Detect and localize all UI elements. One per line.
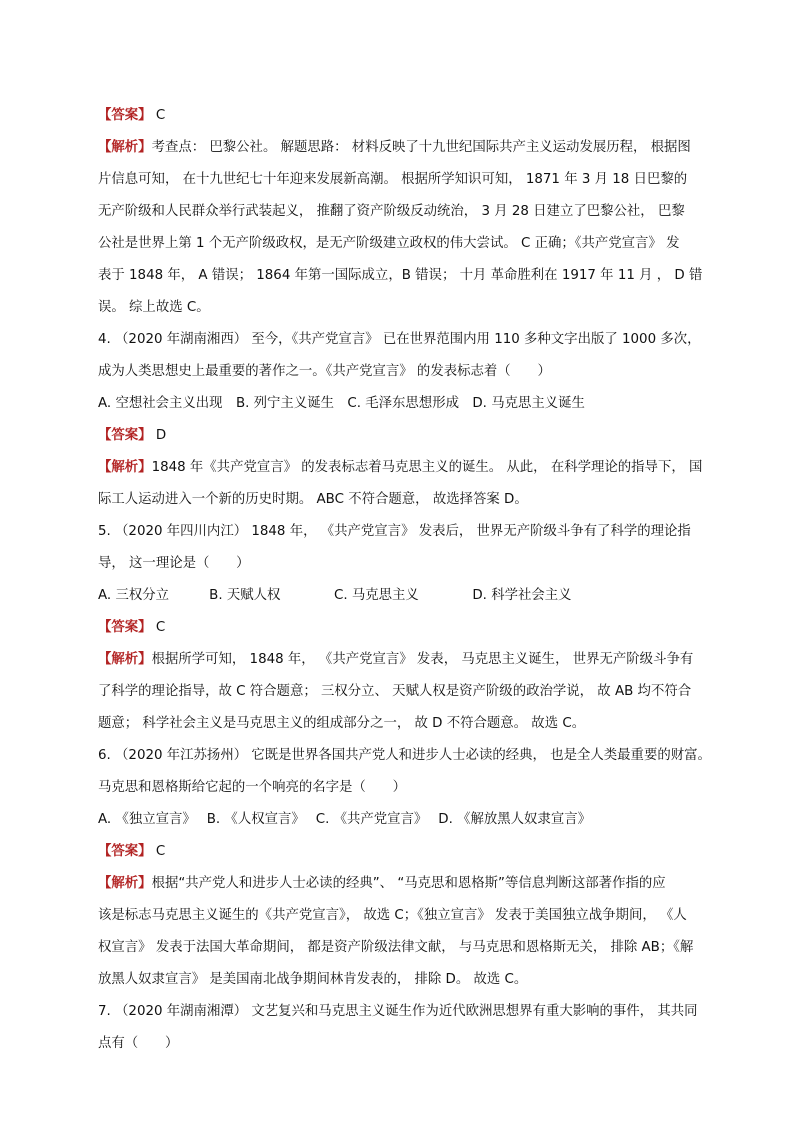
answer-label: 【答案】 <box>98 620 152 635</box>
text-line <box>98 580 723 612</box>
line-text: 权宣言》 发表于法国大革命期间， 都是资产阶级法律文献， 与马克思和恩格斯无关， 排除 AB；《解 <box>98 940 694 955</box>
text-line <box>98 196 723 228</box>
document-body <box>98 100 723 1060</box>
analysis-label: 【解析】 <box>98 140 152 155</box>
text-line <box>98 292 723 324</box>
line-text: 了科学的理论指导，故 C 符合题意； 三权分立、 天赋人权是资产阶级的政治学说， 故 AB 均不符合 <box>98 684 692 699</box>
text-line <box>98 1028 723 1060</box>
text-line <box>98 996 723 1028</box>
text-line <box>98 612 723 644</box>
text-line <box>98 324 723 356</box>
line-text: 无产阶级和人民群众举行武装起义， 推翻了资产阶级反动统治， 3 月 28 日建立了巴黎公社， 巴黎 <box>98 204 685 219</box>
line-text: 公社是世界上第 1 个无产阶级政权，是无产阶级建立政权的伟大尝试。 C 正确；《共产党宣言》 发 <box>98 236 680 251</box>
line-text: C <box>151 620 166 635</box>
line-text: 7. （2020 年湖南湘潭） 文艺复兴和马克思主义诞生作为近代欧洲思想界有重大影响的事件， 其共同 <box>98 1004 698 1019</box>
line-text: 成为人类思想史上最重要的著作之一。《共产党宣言》 的发表标志着（ ） <box>98 364 551 379</box>
line-text: 片信息可知， 在十九世纪七十年迎来发展新高潮。 根据所学知识可知， 1871 年 3 月 18 日巴黎的 <box>98 172 688 187</box>
text-line <box>98 964 723 996</box>
line-text: 根据所学可知， 1848 年， 《共产党宣言》 发表， 马克思主义诞生， 世界无产阶级斗争有 <box>151 652 694 667</box>
analysis-label: 【解析】 <box>98 652 152 667</box>
line-text: 4. （2020 年湖南湘西） 至今，《共产党宣言》 已在世界范围内用 110 多种文字出版了 1000 多次， <box>98 332 701 347</box>
text-line <box>98 164 723 196</box>
line-text: 马克思和恩格斯给它起的一个响亮的名字是（ ） <box>98 780 406 795</box>
line-text: 际工人运动进入一个新的历史时期。 ABC 不符合题意， 故选择答案 D。 <box>98 492 528 507</box>
text-line <box>98 260 723 292</box>
text-line <box>98 100 723 132</box>
line-text: D <box>151 428 167 443</box>
line-text: 考查点： 巴黎公社。 解题思路： 材料反映了十九世纪国际共产主义运动发展历程， 根据图 <box>151 140 691 155</box>
text-line <box>98 388 723 420</box>
line-text: 1848 年《共产党宣言》 的发表标志着马克思主义的诞生。 从此， 在科学理论的指导下， 国 <box>151 460 703 475</box>
text-line <box>98 676 723 708</box>
answer-label: 【答案】 <box>98 108 152 123</box>
text-line <box>98 132 723 164</box>
text-line <box>98 708 723 740</box>
line-text: C <box>151 108 166 123</box>
text-line <box>98 772 723 804</box>
line-text: A. 三权分立 B. 天赋人权 C. 马克思主义 D. 科学社会主义 <box>98 588 572 603</box>
text-line <box>98 932 723 964</box>
line-text: 表于 1848 年， A 错误； 1864 年第一国际成立，B 错误； 十月 革命胜利在 1917 年 11 月 ， D 错 <box>98 268 703 283</box>
line-text: A. 空想社会主义出现 B. 列宁主义诞生 C. 毛泽东思想形成 D. 马克思主义诞生 <box>98 396 585 411</box>
text-line <box>98 836 723 868</box>
text-line <box>98 452 723 484</box>
line-text: 5. （2020 年四川内江） 1848 年， 《共产党宣言》 发表后， 世界无产阶级斗争有了科学的理论指 <box>98 524 691 539</box>
text-line <box>98 228 723 260</box>
line-text: C <box>151 844 166 859</box>
line-text: 根据“共产党人和进步人士必读的经典”、 “马克思和恩格斯”等信息判断这部著作指的应 <box>151 876 666 891</box>
text-line <box>98 420 723 452</box>
analysis-label: 【解析】 <box>98 876 152 891</box>
text-line <box>98 516 723 548</box>
answer-label: 【答案】 <box>98 844 152 859</box>
text-line <box>98 644 723 676</box>
answer-label: 【答案】 <box>98 428 152 443</box>
text-line <box>98 484 723 516</box>
text-line <box>98 356 723 388</box>
text-line <box>98 740 723 772</box>
line-text: 点有（ ） <box>98 1036 179 1051</box>
text-line <box>98 900 723 932</box>
line-text: 放黑人奴隶宣言》 是美国南北战争期间林肯发表的， 排除 D。 故选 C。 <box>98 972 528 987</box>
line-text: 6. （2020 年江苏扬州） 它既是世界各国共产党人和进步人士必读的经典， 也是全人类最重要的财富。 <box>98 748 711 763</box>
line-text: 该是标志马克思主义诞生的《共产党宣言》， 故选 C；《独立宣言》 发表于美国独立战争期间， 《人 <box>98 908 687 923</box>
text-line <box>98 804 723 836</box>
line-text: A. 《独立宣言》 B. 《人权宣言》 C. 《共产党宣言》 D. 《解放黑人奴隶宣言》 <box>98 812 591 827</box>
text-line <box>98 868 723 900</box>
analysis-label: 【解析】 <box>98 460 152 475</box>
line-text: 导， 这一理论是（ ） <box>98 556 250 571</box>
text-line <box>98 548 723 580</box>
line-text: 误。 综上故选 C。 <box>98 300 210 315</box>
line-text: 题意； 科学社会主义是马克思主义的组成部分之一， 故 D 不符合题意。 故选 C。 <box>98 716 586 731</box>
